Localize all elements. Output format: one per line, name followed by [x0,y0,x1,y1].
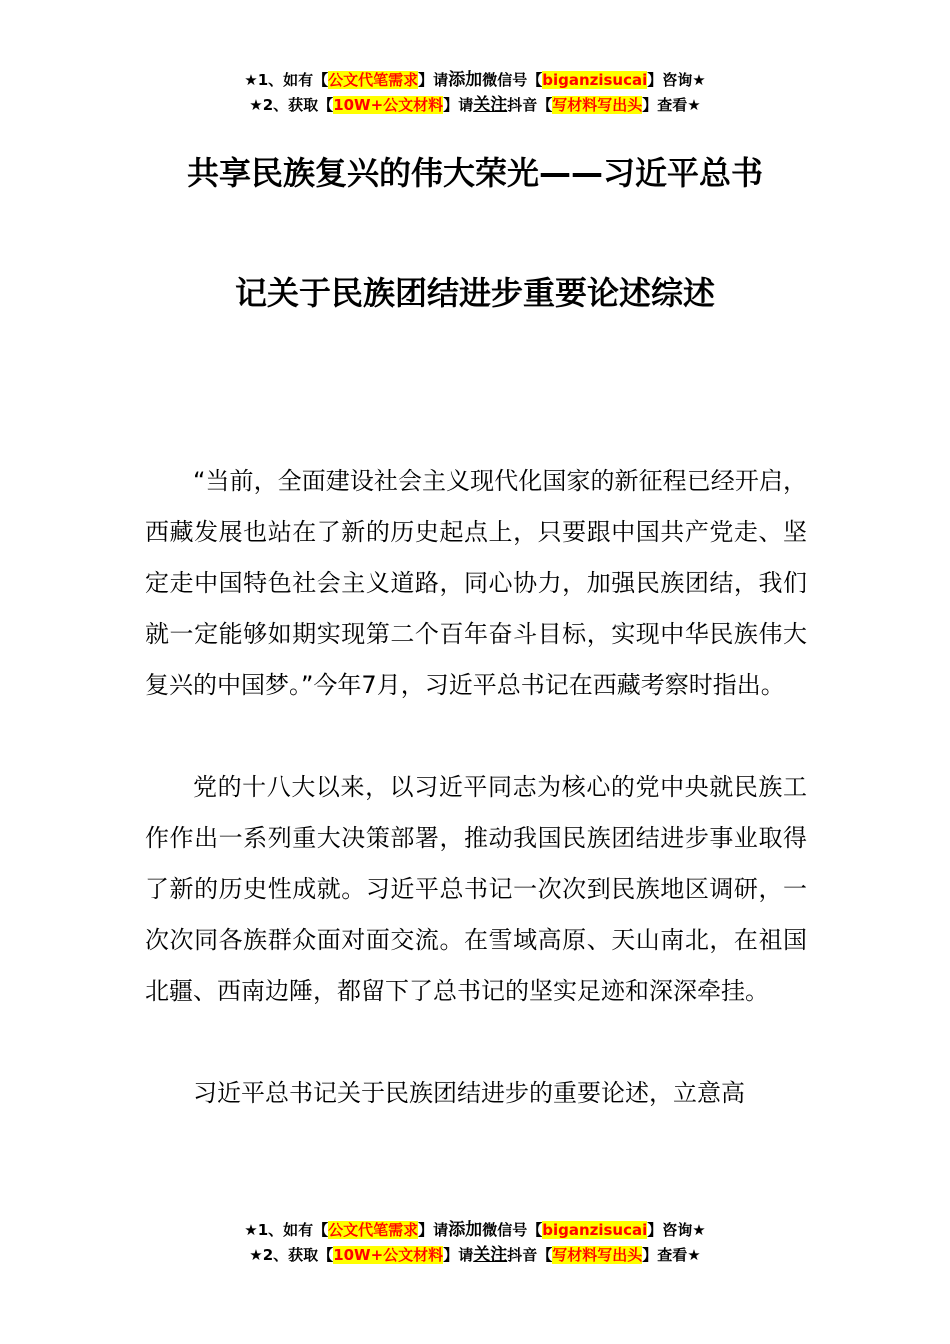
banner-text: 抖音【 [507,1246,553,1264]
highlight-text: 10W+公文材料 [333,1246,444,1264]
document-body [145,456,807,1119]
banner-text: 】请 [418,71,449,89]
banner-text: 微信号【 [482,1221,543,1239]
paragraph-2: 党的十八大以来，以习近平同志为核心的党中央就民族工作作出一系列重大决策部署，推动我国民族团结进步事业取得了新的历史性成就。习近平总书记一次次到民族地区调研，一次次同各族群众面对面交流。在雪域高原、天山南北，在祖国北疆、西南边陲，都留下了总书记的坚实足迹和深深牵挂。 [145,773,807,1005]
banner-line-1 [0,68,950,93]
banner-text: ★1、如有【 [244,71,329,89]
banner-text: ★1、如有【 [244,1221,329,1239]
paragraph-1: “当前，全面建设社会主义现代化国家的新征程已经开启，西藏发展也站在了新的历史起点上，只要跟中国共产党走、坚定走中国特色社会主义道路，同心协力，加强民族团结，我们就一定能够如期实现第二个百年奋斗目标，实现中华民族伟大复兴的中国梦。”今年7月，习近平总书记在西藏考察时指出。 [145,467,807,699]
banner-text: 】请 [418,1221,449,1239]
document-title-line-1: 共享民族复兴的伟大荣光——习近平总书 [186,154,763,192]
banner-text: 】请 [443,1246,474,1264]
emphasis-text: 添加 [448,1220,483,1240]
banner-text: 】咨询★ [647,71,706,89]
emphasis-text: 添加 [448,70,483,90]
footer-line-1 [0,1218,950,1243]
emphasis-text: 关注 [473,1245,508,1265]
banner-text: ★2、获取【 [249,96,334,114]
header-banner [0,68,950,118]
highlight-text: 写材料写出头 [552,96,643,114]
banner-text: 】咨询★ [647,1221,706,1239]
banner-text: 抖音【 [507,96,553,114]
footer-banner [0,1218,950,1268]
banner-line-2 [0,93,950,118]
banner-text: 】查看★ [642,1246,701,1264]
wechat-id-highlight: biganzisucai [542,71,648,89]
emphasis-text: 关注 [473,95,508,115]
paragraph-3: 习近平总书记关于民族团结进步的重要论述，立意高 [193,1079,745,1107]
wechat-id-highlight: biganzisucai [542,1221,648,1239]
banner-text: 微信号【 [482,71,543,89]
banner-text: ★2、获取【 [249,1246,334,1264]
footer-line-2 [0,1243,950,1268]
highlight-text: 公文代笔需求 [328,1221,419,1239]
banner-text: 】查看★ [642,96,701,114]
highlight-text: 10W+公文材料 [333,96,444,114]
highlight-text: 写材料写出头 [552,1246,643,1264]
banner-text: 】请 [443,96,474,114]
highlight-text: 公文代笔需求 [328,71,419,89]
document-title-line-2: 记关于民族团结进步重要论述综述 [234,274,715,312]
